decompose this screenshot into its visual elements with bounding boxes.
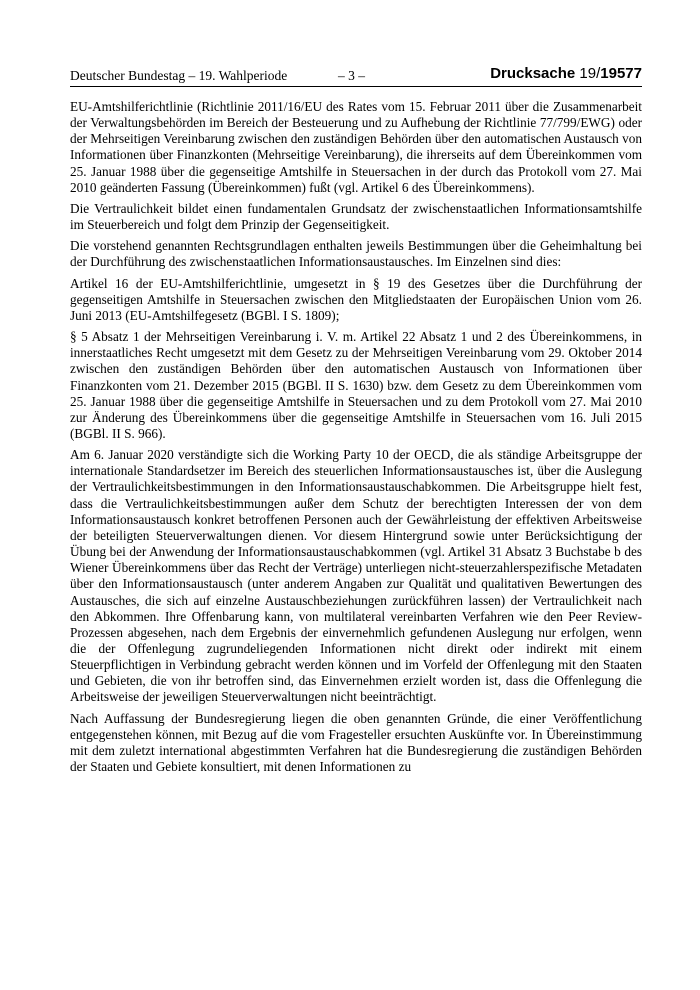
document-page [70, 64, 642, 780]
paragraph: Am 6. Januar 2020 verständigte sich die Working Party 10 der OECD, die als ständige Arbeitsgruppe der internationale Standardsetzer im Bereich des steuerlichen Informationsaustausches ist, über die Auslegung der Vertraulichkeitsbestimmungen in den Informationsaustauschabkommen. Die Arbeitsgruppe hielt fest, dass die Vertraulichkeitsbestimmungen außer dem Schutz der berechtigten Interessen der von dem Informationsaustausch konkret betroffenen Personen auch der Gewährleistung der effektiven Arbeitsweise der beteiligten Steuerverwaltungen dienen. Vor diesem Hintergrund sowie unter Berücksichtigung der Übung bei der Anwendung der Informationsaustauschabkommen (vgl. Artikel 31 Absatz 3 Buchstabe b des Wiener Übereinkommens über das Recht der Verträge) unterliegen nicht-steuerzahlerspezifische Metadaten über den Informationsaustausch (unter anderem Angaben zur Qualität und qualitativen Bewertungen des Austausches, die sich auf einzelne Austauschbeziehungen zurückführen lassen) der Vertraulichkeit nach den Abkommen. Ihre Offenbarung kann, von multilateral vereinbarten Verfahren wie den Peer Review-Prozessen abgesehen, nach dem Ergebnis der einvernehmlich gefundenen Auslegung nur erfolgen, wenn die der Offenlegung zugrundeliegenden Informationen nicht direkt oder indirekt mit einem Steuerpflichtigen in Verbindung gebracht werden können und im Vorfeld der Offenlegung mit den Staaten und Gebieten, die von ihr betroffen sind, das Einvernehmen erzielt worden ist, dass die Offenlegung die Arbeitsweise der jeweiligen Steuerverwaltungen nicht beeinträchtigt. [70, 447, 642, 705]
paragraph: § 5 Absatz 1 der Mehrseitigen Vereinbarung i. V. m. Artikel 22 Absatz 1 und 2 des Übereinkommens, in innerstaatliches Recht umgesetzt mit dem Gesetz zu der Mehrseitigen Vereinbarung vom 29. Oktober 2014 zwischen den zuständigen Behörden über den automatischen Austausch von Informationen über Finanzkonten vom 21. Dezember 2015 (BGBl. II S. 1630) bzw. dem Gesetz zu dem Übereinkommen vom 25. Januar 1988 über die gegenseitige Amtshilfe in Steuersachen und zu dem Protokoll vom 27. Mai 2010 zur Änderung des Übereinkommens über die gegenseitige Amtshilfe in Steuersachen vom 16. Juli 2015 (BGBl. II S. 966). [70, 329, 642, 441]
paragraph: EU-Amtshilferichtlinie (Richtlinie 2011/16/EU des Rates vom 15. Februar 2011 über die Zusammenarbeit der Verwaltungsbehörden im Bereich der Besteuerung und zu Aufhebung der Richtlinie 77/799/EWG) oder der Mehrseitigen Vereinbarung zwischen den zuständigen Behörden über den automatischen Austausch von Informationen über Finanzkonten (Mehrseitige Vereinbarung), die ihrerseits auf dem Übereinkommen vom 25. Januar 1988 über die gegenseitige Amtshilfe in Steuersachen in der durch das Protokoll vom 27. Mai 2010 geänderten Fassung (Übereinkommen) fußt (vgl. Artikel 6 des Übereinkommens). [70, 99, 642, 195]
body-text [70, 99, 642, 775]
document-label: Drucksache [490, 65, 576, 82]
page-number: – 3 – [338, 68, 365, 83]
page-header [70, 64, 642, 87]
parliament-period: Deutscher Bundestag – 19. Wahlperiode [70, 68, 288, 83]
paragraph: Nach Auffassung der Bundesregierung liegen die oben genannten Gründe, die einer Veröffentlichung entgegenstehen können, mit Bezug auf die vom Fragesteller ersuchten Auskünfte vor. In Übereinstimmung mit dem zuletzt international abgestimmten Verfahren hat die Bundesregierung die zuständigen Behörden der Staaten und Gebiete konsultiert, mit denen Informationen zu [70, 710, 642, 775]
paragraph: Artikel 16 der EU-Amtshilferichtlinie, umgesetzt in § 19 des Gesetzes über die Durchführung der gegenseitigen Amtshilfe in Steuersachen zwischen den Mitgliedstaaten der Europäischen Union vom 26. Juni 2013 (EU-Amtshilfegesetz (BGBl. I S. 1809); [70, 275, 642, 323]
paragraph: Die Vertraulichkeit bildet einen fundamentalen Grundsatz der zwischenstaatlichen Informationsamtshilfe im Steuerbereich und folgt dem Prinzip der Gegenseitigkeit. [70, 200, 642, 233]
document-number-period: 19/ [579, 65, 601, 82]
paragraph: Die vorstehend genannten Rechtsgrundlagen enthalten jeweils Bestimmungen über die Geheimhaltung bei der Durchführung des zwischenstaatlichen Informationsaustausches. Im Einzelnen sind dies: [70, 238, 642, 270]
document-number [490, 65, 642, 82]
document-number-id: 19577 [600, 65, 642, 82]
